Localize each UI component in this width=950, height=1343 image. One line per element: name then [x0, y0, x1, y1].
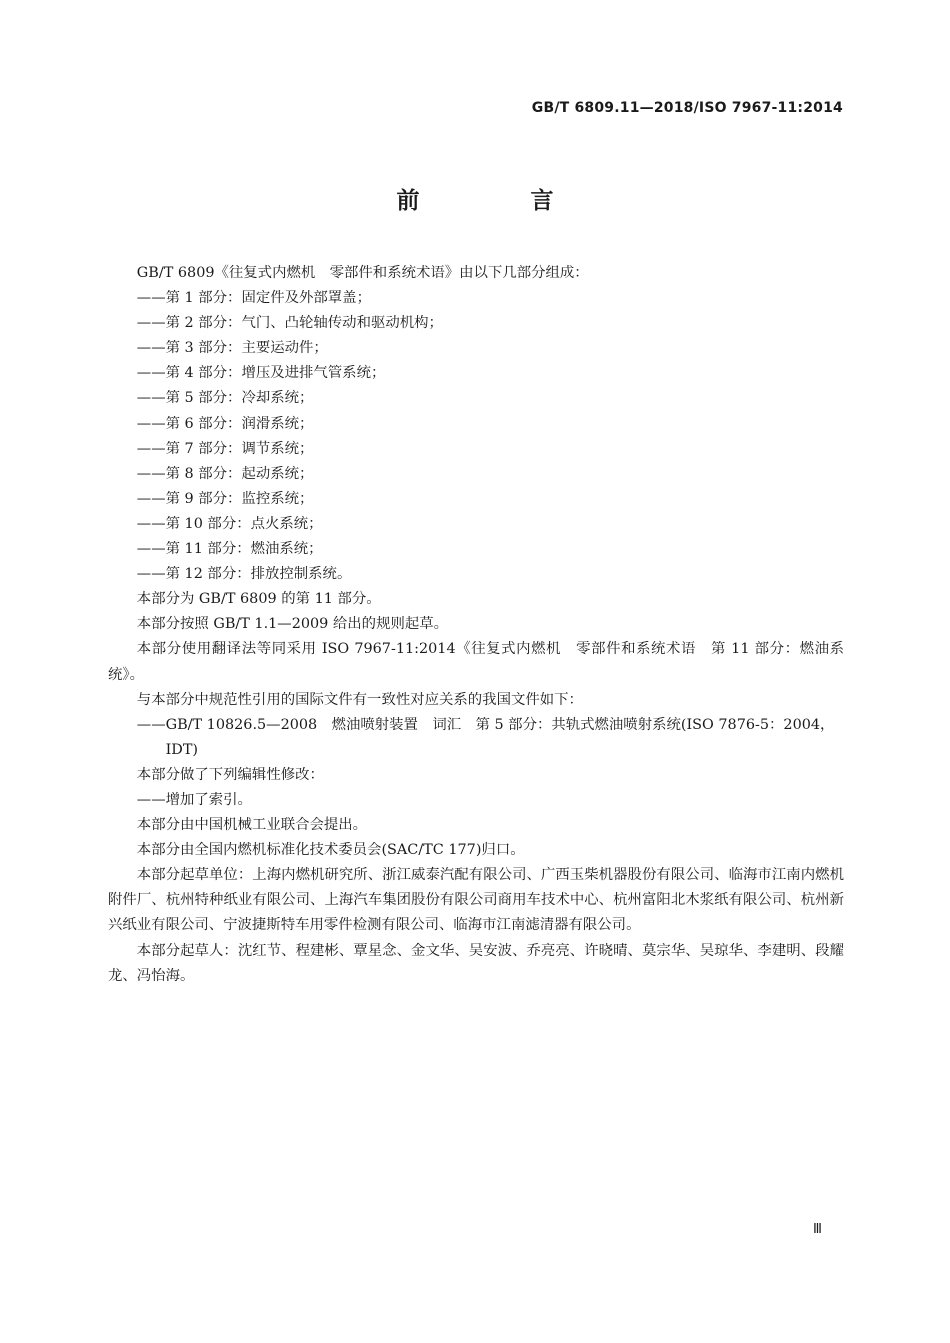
list-item: ——第 10 部分：点火系统； — [136, 515, 323, 532]
parts-list — [108, 286, 844, 587]
standard-code-header: GB/T 6809.11—2018/ISO 7967-11:2014 — [531, 100, 843, 116]
consistency-paragraph: 与本部分中规范性引用的国际文件有一致性对应关系的我国文件如下： — [136, 691, 583, 708]
list-item: ——第 8 部分：起动系统； — [136, 465, 314, 482]
translation-paragraph: 本部分使用翻译法等同采用 ISO 7967-11:2014《往复式内燃机 零部件和系统术语 第 11 部分：燃油系统》。 — [108, 641, 844, 683]
list-item: ——第 5 部分：冷却系统； — [136, 390, 314, 407]
intro-paragraph: GB/T 6809《往复式内燃机 零部件和系统术语》由以下几部分组成： — [136, 265, 589, 281]
consistency-item: ——GB/T 10826.5—2008 燃油喷射装置 词汇 第 5 部分：共轨式燃油喷射系统(ISO 7876-5：2004，IDT) — [136, 716, 835, 758]
edits-paragraph: 本部分做了下列编辑性修改： — [136, 766, 324, 783]
centralized-by-paragraph: 本部分由全国内燃机标准化技术委员会(SAC/TC 177)归口。 — [136, 842, 525, 859]
page-number: Ⅲ — [813, 1222, 822, 1237]
list-item: ——第 6 部分：润滑系统； — [136, 415, 314, 432]
list-item: ——第 7 部分：调节系统； — [136, 440, 314, 457]
list-item: ——第 12 部分：排放控制系统。 — [136, 566, 352, 583]
drafting-rules-paragraph: 本部分按照 GB/T 1.1—2009 给出的规则起草。 — [136, 616, 449, 633]
drafters-paragraph: 本部分起草人：沈红节、程建彬、覃星念、金文华、吴安波、乔亮亮、许晓晴、莫宗华、吴琼华、李建明、段耀龙、冯怡海。 — [108, 942, 844, 984]
section-title: 前 言 — [396, 188, 598, 214]
proposed-by-paragraph: 本部分由中国机械工业联合会提出。 — [136, 817, 368, 834]
drafting-units-paragraph: 本部分起草单位：上海内燃机研究所、浙江威泰汽配有限公司、广西玉柴机器股份有限公司、临海市江南内燃机附件厂、杭州特种纸业有限公司、上海汽车集团股份有限公司商用车技术中心、杭州富阳北木浆纸有限公司、杭州新兴纸业有限公司、宁波捷斯特车用零件检测有限公司、临海市江南滤清器有限公司。 — [108, 867, 844, 934]
foreword-body — [108, 261, 844, 989]
list-item: ——第 1 部分：固定件及外部罩盖； — [136, 290, 371, 307]
list-item: ——第 4 部分：增压及进排气管系统； — [136, 365, 386, 382]
list-item: ——第 3 部分：主要运动件； — [136, 340, 328, 357]
list-item: ——第 11 部分：燃油系统； — [136, 541, 323, 558]
list-item: ——第 9 部分：监控系统； — [136, 490, 314, 507]
part-of-paragraph: 本部分为 GB/T 6809 的第 11 部分。 — [136, 591, 381, 608]
list-item: ——第 2 部分：气门、凸轮轴传动和驱动机构； — [136, 315, 443, 332]
edit-item: ——增加了索引。 — [136, 791, 252, 808]
